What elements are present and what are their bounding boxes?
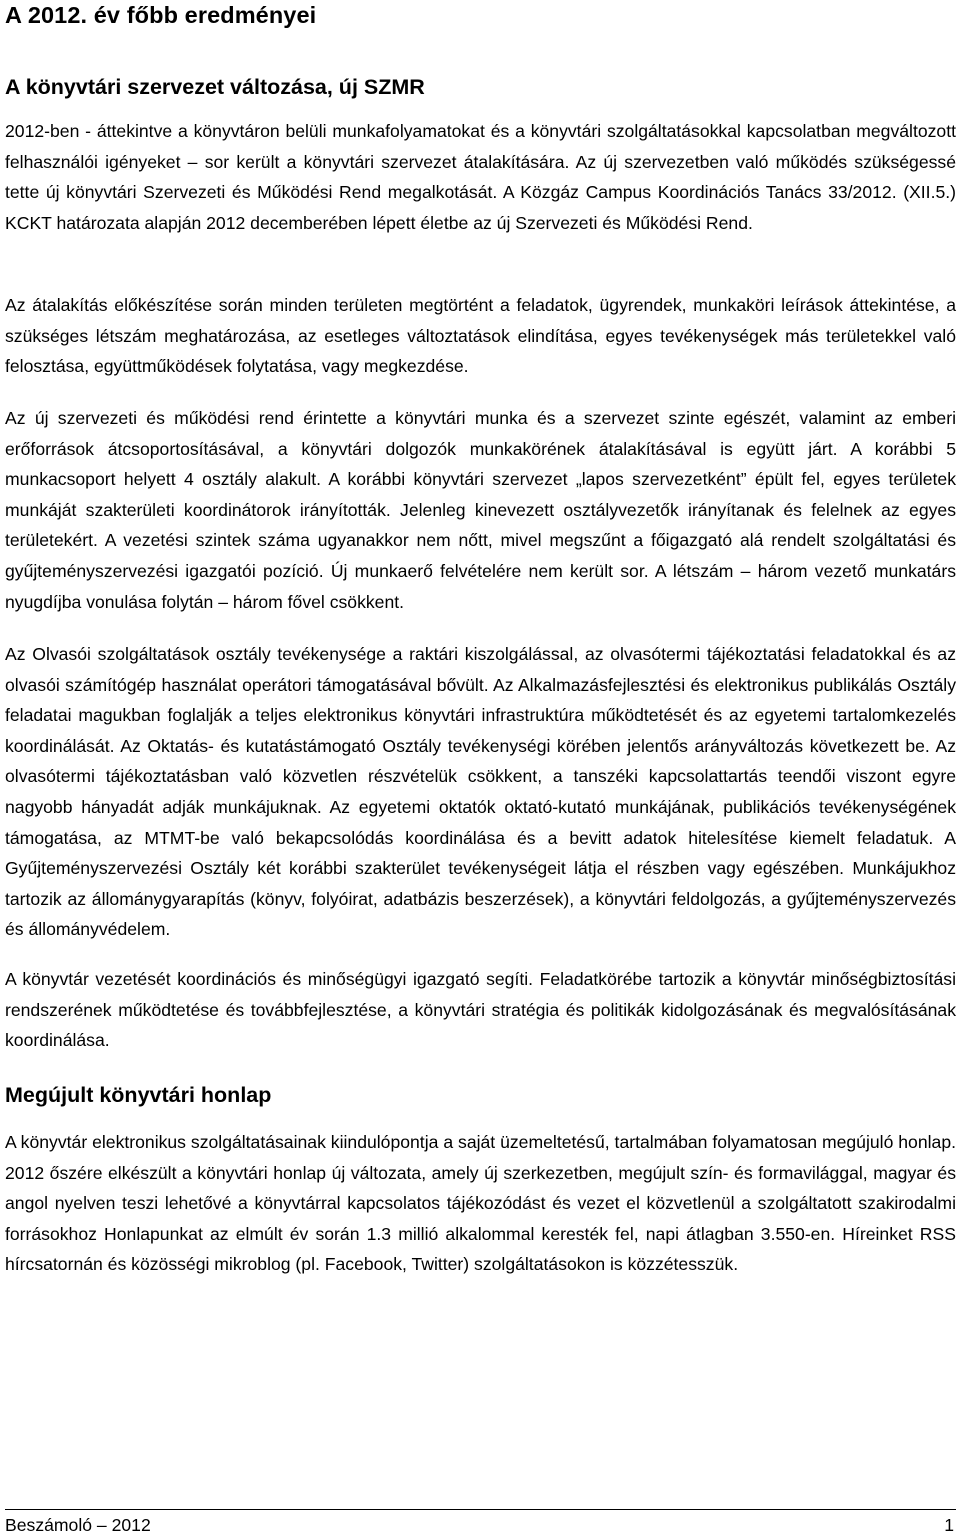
page-footer: [5, 1509, 956, 1537]
page-title: A 2012. év főbb eredményei: [5, 2, 317, 28]
section-heading-organization: A könyvtári szervezet változása, új SZMR: [5, 75, 425, 99]
paragraph-organization-intro: 2012-ben - áttekintve a könyvtáron belüli munkafolyamatokat és a könyvtári szolgáltatásokkal kapcsolatban megváltozott felhasználói igényeket – sor került a könyvtári szervezet átalakítására. Az új szervezetben való működés szükségessé tette új könyvtári Szervezeti és Működési Rend megalkotását. A Közgáz Campus Koordinációs Tanács 33/2012. (XII.5.) KCKT határozata alapján 2012 decemberében lépett életbe az új Szervezeti és Működési Rend.: [5, 121, 956, 233]
footer-divider: [5, 1509, 956, 1510]
paragraph-website: A könyvtár elektronikus szolgáltatásainak kiindulópontja a saját üzemeltetésű, tartalmában folyamatosan megújuló honlap. 2012 őszére elkészült a könyvtári honlap új változata, amely új szerkezetben, megújult szín- és formavilággal, magyar és angol nyelven teszi lehetővé a könyvtárral kapcsolatos tájékozódást és vezet el közvetlenül a szolgáltatott szakirodalmi forrásokhoz Honlapunkat az elmúlt év során 1.3 millió alkalommal keresték fel, napi átlagban 3.550-en. Híreinket RSS hírcsatornán és közösségi mikroblog (pl. Facebook, Twitter) szolgáltatásokon is közzétesszük.: [5, 1132, 956, 1275]
paragraph-quality-director: A könyvtár vezetését koordinációs és minőségügyi igazgató segíti. Feladatkörébe tartozik a könyvtár minőségbiztosítási rendszerének működtetése és továbbfejlesztése, a könyvtári stratégia és politikák kidolgozásának és megvalósításának koordinálása.: [5, 969, 956, 1051]
paragraph-departments: Az Olvasói szolgáltatások osztály tevékenysége a raktári kiszolgálással, az olvasótermi tájékoztatási feladatokkal és az olvasói számítógép használat operátori támogatásával bővült. Az Alkalmazásfejlesztési és elektronikus publikálás Osztály feladatai magukban foglalják a teljes elektronikus könyvtári infrastruktúra működtetését és az egyetemi tartalomkezelés koordinálását. Az Oktatás- és kutatástámogató Osztály tevékenységi körében jelentős arányváltozás következett be. Az olvasótermi tájékoztatásban való közvetlen részvételük csökkent, a tanszéki kapcsolattartás teendői viszont egyre nagyobb hányadát adják munkájuknak. Az egyetemi oktatók oktató-kutató munkájának, publikációs tevékenységének támogatása, az MTMT-be való bekapcsolódás koordinálása és a bevitt adatok hitelesítése kiemelt feladatuk. A Gyűjteményszervezési Osztály két korábbi szakterület tevékenységeit látja el részben vagy egészében. Munkájukhoz tartozik az állománygyarapítás (könyv, folyóirat, adatbázis beszerzések), a könyvtári feldolgozás, a gyűjteményszervezés és állományvédelem.: [5, 644, 956, 940]
page-number: 1: [944, 1515, 954, 1535]
paragraph-new-structure: Az új szervezeti és működési rend érintette a könyvtári munka és a szervezet szinte egészét, valamint az emberi erőforrások átcsoportosításával, a könyvtári dolgozók munkakörének átalakításával is együtt járt. A korábbi 5 munkacsoport helyett 4 osztály alakult. A korábbi könyvtári szervezet „lapos szervezetként” épült fel, egyes területek munkáját szakterületi koordinátorok irányították. Jelenleg kinevezett osztályvezetők irányítanak és felelnek az egyes területekért. A vezetési szintek száma ugyanakkor nem nőtt, mivel megszűnt a főigazgató alá rendelt szolgáltatási és gyűjteményszervezési igazgatói pozíció. Új munkaerő felvételére nem került sor. A létszám – három vezető munkatárs nyugdíjba vonulása folytán – három fővel csökkent.: [5, 408, 956, 612]
paragraph-restructuring-prep: Az átalakítás előkészítése során minden területen megtörtént a feladatok, ügyrendek, munkaköri leírások áttekintése, a szükséges létszám meghatározása, az esetleges változtatások elindítása, egyes tevékenységek más területekkel való felosztása, együttműködések folytatása, vagy megkezdése.: [5, 295, 956, 377]
section-heading-website: Megújult könyvtári honlap: [5, 1083, 272, 1107]
footer-report-label: Beszámoló – 2012: [5, 1515, 151, 1535]
